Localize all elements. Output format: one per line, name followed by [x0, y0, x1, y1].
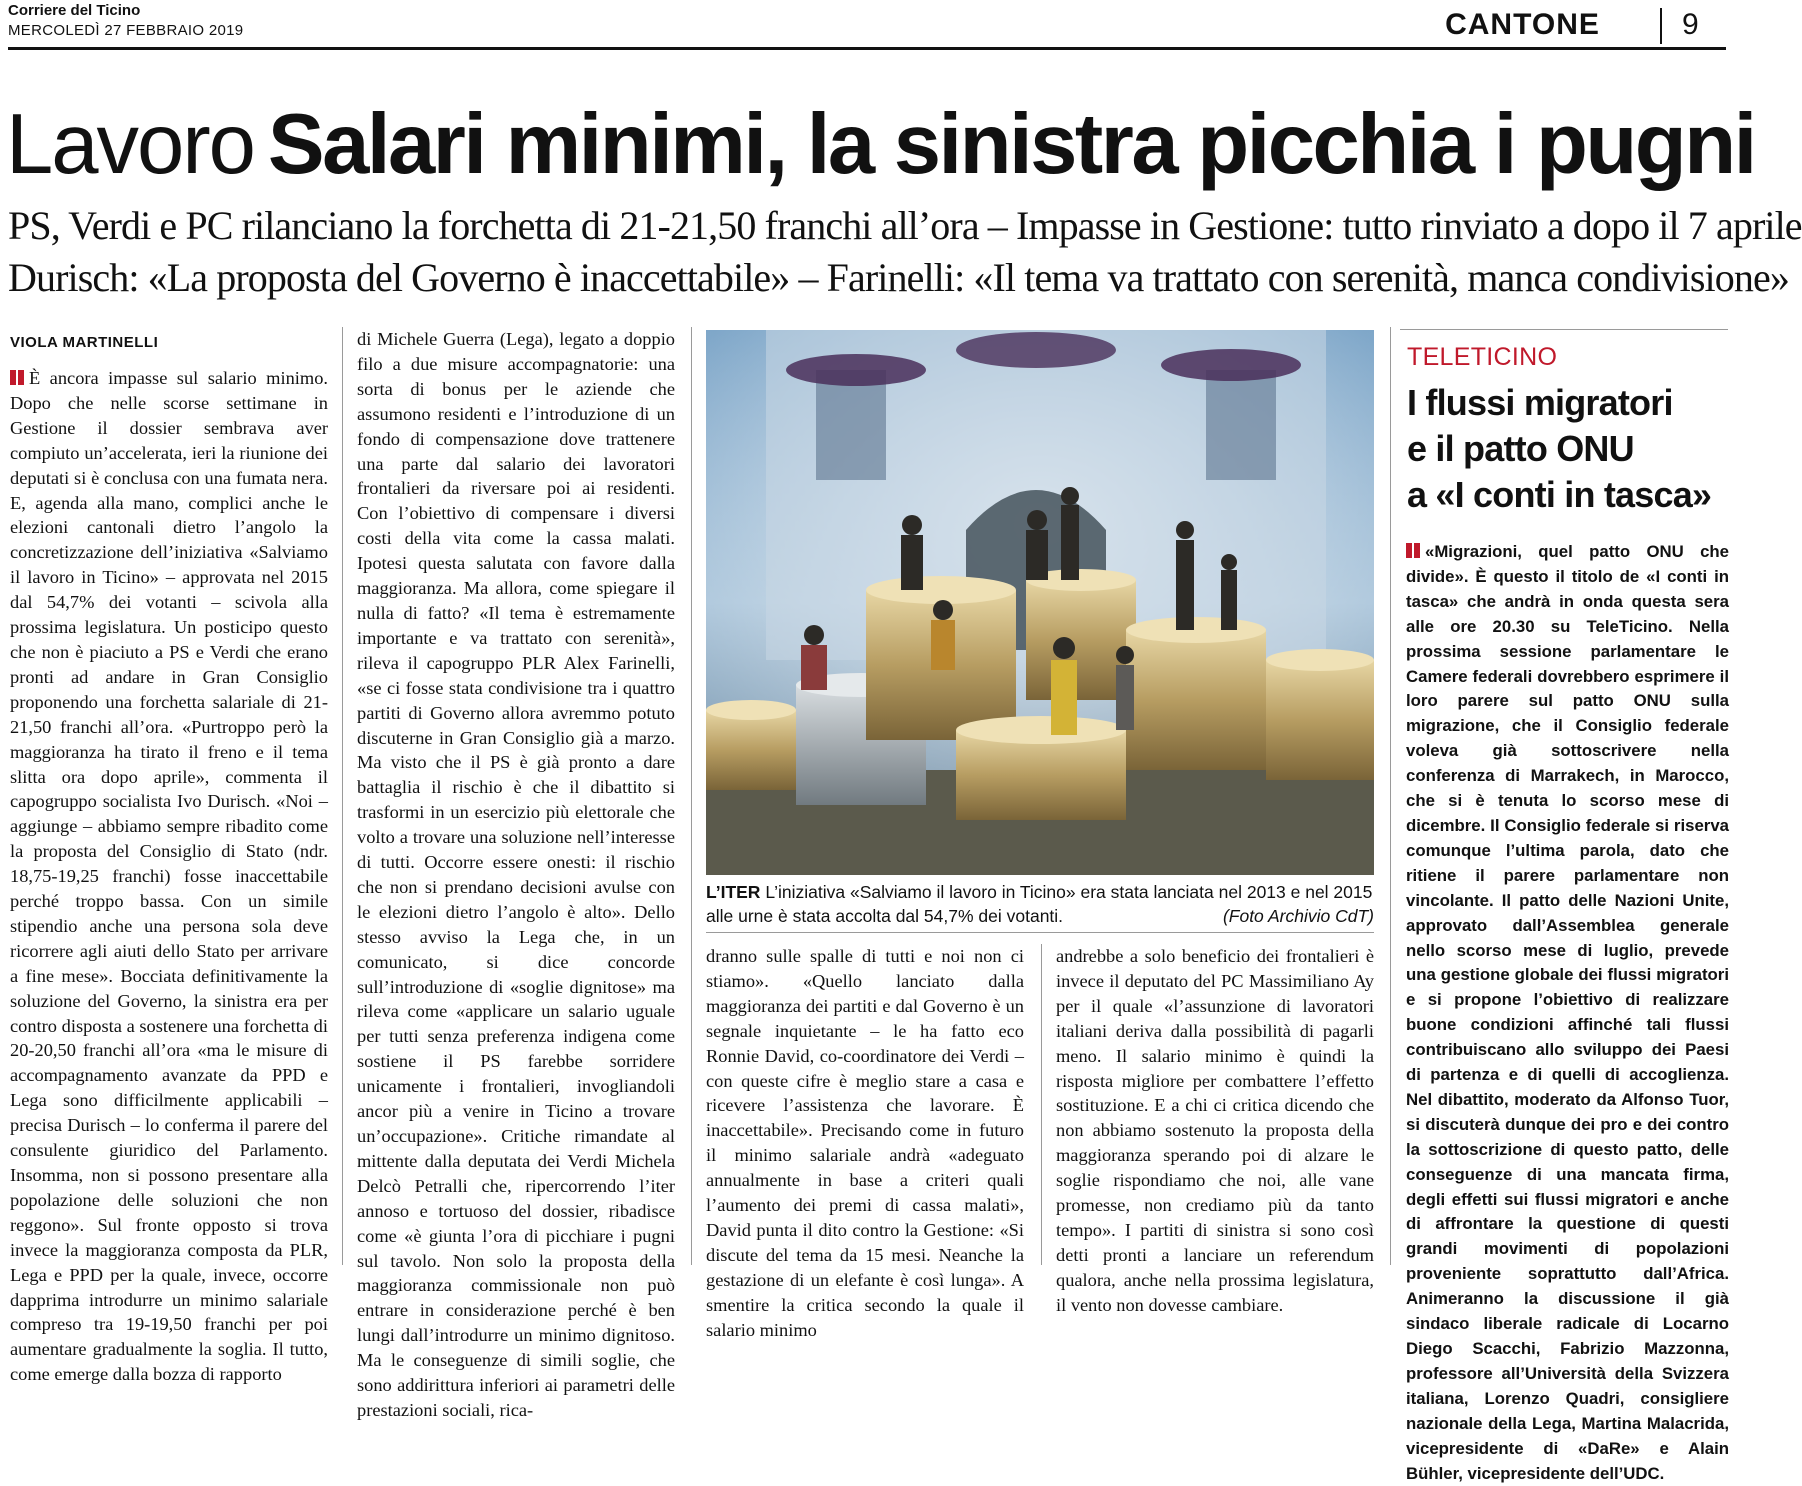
coin-stack — [956, 716, 1126, 820]
column-separator — [691, 327, 692, 1265]
article-column-1 — [10, 366, 328, 1385]
coin-stack — [1126, 617, 1266, 770]
article-headline — [6, 90, 1755, 200]
article-column-4 — [1056, 944, 1374, 1315]
article-column-3 — [706, 944, 1024, 1340]
issue-date: MERCOLEDÌ 27 FEBBRAIO 2019 — [8, 22, 244, 39]
coin-stack — [1266, 649, 1374, 780]
coin-stack — [706, 700, 796, 790]
sidebar-title — [1407, 380, 1729, 518]
column-3-text: dranno sulle spalle di tutti e noi non ci stiamo». «Quello lanciato dalla maggioranza dei partiti e dal Governo è un segnale inquietante – le ha fatto eco Ronnie David, co-coordinatore dei Verdi – con queste cifre è meglio stare a casa e ricevere l’assistenza che lavorare. È inaccettabile». Precisando come in futuro il minimo salariale andrà «adeguato annualmente in base a criteri quali l’aumento dei premi di cassa malati», David punta il dito contro la Gestione: «Si discute del tema da 15 mesi. Neanche la gestazione di un elefante è così lunga». A smentire la critica secondo la quale il salario minimo — [706, 946, 1024, 1340]
caption-lead: L’ITER — [706, 882, 761, 902]
photo-credit: (Foto Archivio CdT) — [1222, 906, 1374, 926]
caption-rule — [706, 932, 1374, 933]
masthead-rule — [8, 47, 1726, 50]
sidebar-body-text: «Migrazioni, quel patto ONU che divide». È questo il titolo de «I conti in tasca» che andrà in onda questa sera alle ore 20.30 su TeleTicino. Nella prossima sessione parlamentare le Camere federali dovrebbero esprimere il loro parere sul patto ONU sulla migrazione, che il Consiglio federale voleva già sottoscrivere nella conferenza di Marrakech, in Marocco, che si è tenuta lo scorso mese di dicembre. Il Consiglio federale si riserva comunque l’ultima parola, dato che ritiene il parere parlamentare non vincolante. Il patto delle Nazioni Unite, approvato dall’Assemblea generale nello scorso mese di luglio, prevede una gestione globale dei flussi migratori e si propone l’obiettivo di realizzare buone condizioni affinché tali flussi contribuiscano allo sviluppo dei Paesi di partenza e di quelli di accoglienza. Nel dibattito, moderato da Alfonso Tuor, si discuterà dunque dei pro e dei contro la sottoscrizione di questo patto, delle conseguenze di una mancata firma, degli effetti sui flussi migratori e anche di affrontare la questione di questi grandi movimenti di popolazioni proveniente soprattutto dall’Africa. Animeranno la discussione il già sindaco liberale radicale di Locarno Diego Scacchi, Fabrizio Mazzonna, professore all’Università della Svizzera italiana, Lorenzo Quadri, consigliere nazionale della Lega, Martina Malacrida, vicepresidente di «DaRe» e Alain Bühler, vicepresidente dell’UDC. — [1406, 542, 1729, 1483]
section-name: CANTONE — [1445, 8, 1600, 41]
section-marker-icon — [10, 370, 16, 385]
column-1-text: È ancora impasse sul salario minimo. Dopo che nelle scorse settimane in Gestione il dossier sembrava aver compiuto un’accelerata, ieri la riunione dei deputati si è conclusa con una fumata nera. E, agenda alla mano, complici anche le elezioni cantonali dietro l’angolo la concretizzazione dell’iniziativa «Salviamo il lavoro in Ticino» – approvata nel 2015 dal 54,7% dei votanti – scivola alla prossima legislatura. Un posticipo questo che non è piaciuto a PS e Verdi che erano pronti ad andare in Gran Consiglio proponendo una forchetta salariale di 21-21,50 franchi all’ora. «Purtroppo però la maggioranza ha tirato il freno e il tema slitta ora dopo aprile», commenta il capogruppo socialista Ivo Durisch. «Noi – aggiunge – abbiamo sempre ribadito come la proposta del Consiglio di Stato (ndr. 18,75-19,25 franchi) fosse inaccettabile perché troppo bassa. Con un simile stipendio anche una persona sola deve ricorrere agli aiuti dello Stato per arrivare a fine mese». Bocciata definitivamente la soluzione del Governo, la sinistra era per contro disposta a sostenere una forchetta di 20-20,50 franchi all’ora «ma le misure di accompagnamento avanzate da PPD e Lega sono difficilmente applicabili – precisa Durisch – lo conferma il parere del consulente giuridico del Parlamento. Insomma, non si possono presentare alla popolazione delle soluzioni che non reggono». Sul fronte opposto si trova invece la maggioranza composta da PLR, Lega e PPD per la quale, invece, occorre dapprima introdurre un minimo salariale compreso tra 19-19,50 franchi per poi aumentare gradualmente la soglia. Il tutto, come emerge dalla bozza di rapporto — [10, 368, 328, 1385]
page-number: 9 — [1682, 8, 1699, 41]
headline-title: Salari minimi, la sinistra picchia i pugni — [267, 97, 1755, 192]
sidebar-label: TELETICINO — [1407, 343, 1558, 371]
subtitle-line-2: Durisch: «La proposta del Governo è inaccettabile» – Farinelli: «Il tema va trattato con serenità, manca condivisione» — [8, 255, 1789, 300]
article-column-2 — [357, 327, 675, 1420]
sidebar-title-line: e il patto ONU — [1407, 428, 1634, 469]
sidebar-separator — [1390, 327, 1391, 1265]
section-marker-icon — [18, 370, 24, 385]
headline-kicker: Lavoro — [6, 97, 254, 192]
sidebar-rule — [1400, 329, 1728, 330]
byline: VIOLA MARTINELLI — [10, 334, 159, 351]
sidebar-title-line: a «I conti in tasca» — [1407, 474, 1712, 515]
article-photo — [706, 330, 1374, 875]
sidebar-title-line: I flussi migratori — [1407, 382, 1673, 423]
photo-caption — [706, 880, 1374, 928]
column-separator — [1041, 944, 1042, 1265]
column-separator — [342, 327, 343, 1265]
section-marker-icon — [1406, 543, 1412, 558]
masthead-divider — [1660, 8, 1662, 44]
subtitle-line-1: PS, Verdi e PC rilanciano la forchetta di 21-21,50 franchi all’ora – Impasse in Gestione: tutto rinviato a dopo il 7 aprile — [8, 203, 1802, 248]
caption-text: L’iniziativa «Salviamo il lavoro in Ticino» era stata lanciata nel 2013 e nel 2015 alle urne è stata accolta dal 54,7% dei votanti. — [706, 882, 1373, 926]
column-4-text: andrebbe a solo beneficio dei frontalieri è invece il deputato del PC Massimiliano Ay per il quale «l’assunzione di lavoratori italiani deriva dalla possibilità di pagarli meno. Il salario minimo è quindi la risposta migliore per combattere l’effetto sostituzione. E a chi ci critica dicendo che non abbiamo sostenuto la proposta della maggioranza sperando poi di alzare le soglie rispondiamo che noi, alle vane promesse, non crediamo più da tanto tempo». I partiti di sinistra si sono così detti pronti a lanciare un referendum qualora, anche nella prossima legislatura, il vento non dovesse cambiare. — [1056, 946, 1374, 1315]
sidebar-body — [1406, 540, 1729, 1483]
coins-and-figurines-image — [706, 330, 1374, 875]
newspaper-name: Corriere del Ticino — [8, 2, 141, 19]
column-2-text: di Michele Guerra (Lega), legato a doppio filo a due misure accompagnatorie: una sorta di bonus per le aziende che assumono residenti e l’introduzione di un fondo di compensazione dove trattenere una parte dal salario dei lavoratori frontalieri da riversare poi ai residenti. Con l’obiettivo di compensare i diversi costi della vita come la cassa malati. Ipotesi questa salutata con favore dalla maggioranza. Ma allora, come spiegare il nulla di fatto? «Il tema è estremamente importante e va trattato con serenità», rileva il capogruppo PLR Alex Farinelli, «se ci fosse stata condivisione tra i quattro partiti di Governo allora avremmo potuto discuterne in Gran Consiglio già a marzo. Ma visto che il PS è già pronto a dare battaglia il rischio è che il dibattito si trasformi in un esercizio più elettorale che volto a trovare una soluzione nell’interesse di tutti. Occorre essere onesti: il rischio che non si prendano decisioni avulse con le elezioni dietro l’angolo è alto». Dello stesso avviso la Lega che, in un comunicato, si dice concorde sull’introduzione di «soglie dignitose» ma rileva come «applicare un salario uguale per tutti senza preferenza indigena come sostiene il PS farebbe sorridere unicamente i frontalieri, invogliandoli ancor più a venire in Ticino a trovare un’occupazione». Critiche rimandate al mittente dalla deputata dei Verdi Michela Delcò Petralli che, ripercorrendo l’iter annoso e tortuoso del dossier, ribadisce come «è giunta l’ora di picchiare i pugni sul tavolo. Non solo la proposta della maggioranza commissionale non può entrare in considerazione perché è ben lungi dall’introdurre un minimo dignitoso. Ma le conseguenze di simili soglie, che sono addirittura inferiori ai parametri delle prestazioni sociali, rica- — [357, 329, 675, 1420]
section-marker-icon — [1414, 543, 1420, 558]
